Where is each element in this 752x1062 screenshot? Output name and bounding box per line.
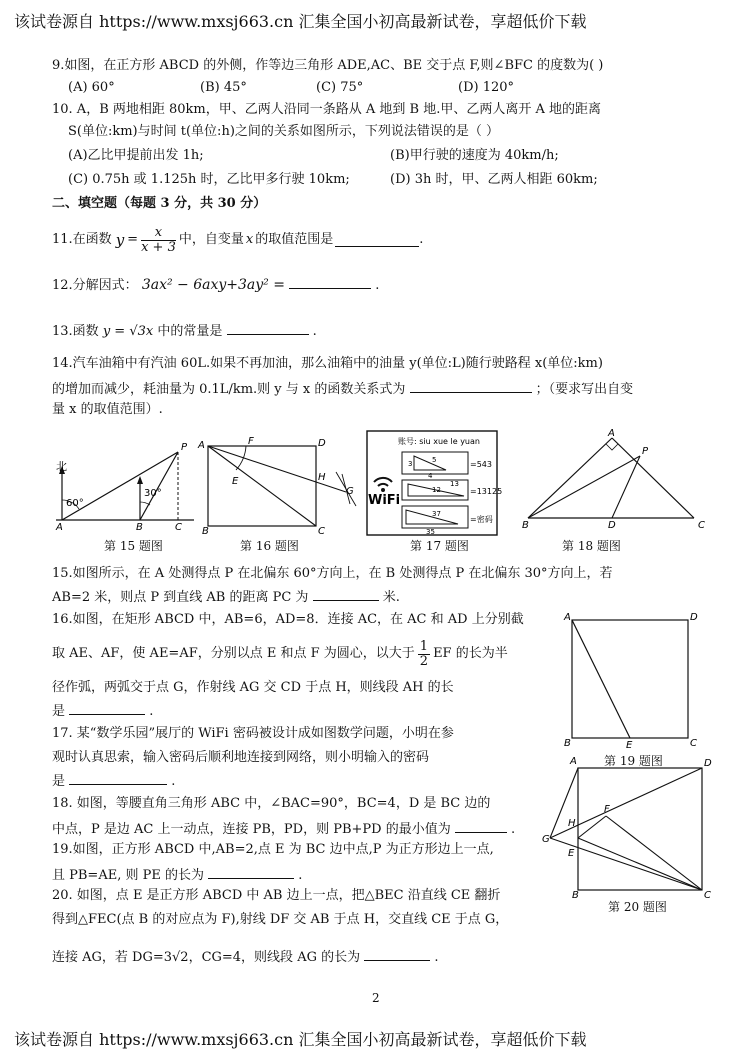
fig18-caption: 第 18 题图	[562, 539, 621, 553]
q16-line2b: EF 的长为半	[433, 646, 508, 661]
fig17-num-13: 13	[450, 480, 459, 488]
q11-y: y	[115, 231, 125, 249]
q16-fraction	[418, 640, 430, 669]
fig19-label-d: D	[690, 612, 698, 623]
q16-line2a: 取 AE、AF，使 AE=AF，分别以点 E 和点 F 为圆心，以大于	[52, 646, 415, 661]
fig16-label-e: E	[232, 476, 239, 487]
q15-line1: 15.如图所示，在 A 处测得点 P 在北偏东 60°方向上，在 B 处测得点 P 在北偏东 30°方向上，若	[52, 566, 613, 581]
fig18-label-b: B	[522, 520, 529, 531]
figure-15	[52, 430, 202, 533]
footer-banner: 该试卷源自 https://www.mxsj663.cn 汇集全国小初高最新试卷，享超低价下载	[14, 1030, 587, 1049]
q14-answer-blank[interactable]	[410, 380, 532, 393]
q19-line1: 19.如图，正方形 ABCD 中,AB=2,点 E 为 BC 边中点,P 为正方形边上一点,	[52, 842, 494, 857]
q16-line4	[52, 702, 153, 720]
q9-stem: 9.如图，在正方形 ABCD 的外侧，作等边三角形 ADE,AC、BE 交于点 F,则∠BFC 的度数为( )	[52, 58, 604, 73]
fig20-label-e: E	[568, 848, 575, 859]
q19-line2	[52, 866, 302, 884]
fig16-label-c: C	[318, 526, 325, 537]
q11-suffix2: 的取值范围是	[255, 232, 334, 247]
q16-frac-den: 2	[419, 653, 429, 669]
q11-var: x	[245, 232, 254, 247]
fig17-num-4: 4	[428, 472, 433, 480]
q18-line2	[52, 820, 515, 838]
q16-line1: 16.如图，在矩形 ABCD 中，AB=6，AD=8．连接 AC，在 AC 和 AD 上分别截	[52, 612, 524, 627]
q11-answer-blank[interactable]	[335, 234, 419, 247]
q11	[52, 222, 423, 258]
fig17-account: 账号: siu xue le yuan	[398, 437, 480, 446]
q16-answer-blank[interactable]	[69, 702, 145, 715]
figure-16	[196, 436, 366, 536]
fig19-label-b: B	[564, 738, 571, 749]
q16-line3: 径作弧，两弧交于点 G，作射线 AG 交 CD 于点 H，则线段 AH 的长	[52, 680, 454, 695]
fig19-label-e: E	[626, 740, 633, 751]
fig17-num-37: 37	[432, 510, 441, 518]
fig15-label-b: B	[136, 522, 143, 533]
q10-option-c: (C) 0.75h 或 1.125h 时，乙比甲多行驶 10km;	[68, 172, 350, 187]
fig17-row2: =13125	[470, 487, 503, 496]
fig18-label-p: P	[642, 446, 649, 457]
q18-line1: 18. 如图，等腰直角三角形 ABC 中，∠BAC=90°，BC=4，D 是 BC 边的	[52, 796, 491, 811]
fig17-num-12: 12	[432, 486, 441, 494]
fig16-label-a: A	[198, 440, 205, 451]
q17-answer-blank[interactable]	[69, 772, 167, 785]
fig16-label-d: D	[318, 438, 326, 449]
q10-line2: S(单位:km)与时间 t(单位:h)之间的关系如图所示，下列说法错误的是（ ）	[68, 124, 500, 139]
fig20-label-b: B	[572, 890, 579, 901]
q14-line3: 量 x 的取值范围）.	[52, 402, 163, 417]
fig19-caption: 第 19 题图	[604, 754, 663, 768]
fig17-num-35: 35	[426, 528, 435, 536]
fig19-label-c: C	[690, 738, 697, 749]
fig18-label-a: A	[608, 428, 615, 439]
q17-line3	[52, 772, 175, 790]
fig15-caption: 第 15 题图	[104, 539, 163, 553]
q16-line2	[52, 636, 508, 672]
fig20-caption: 第 20 题图	[608, 900, 667, 914]
page-number: 2	[372, 991, 380, 1005]
fig16-label-b: B	[202, 526, 209, 537]
fig20-label-g: G	[542, 834, 550, 845]
q13-suffix: 中的常量是	[157, 324, 223, 339]
fig16-label-g: G	[346, 486, 354, 497]
q20-line1: 20. 如图，点 E 是正方形 ABCD 中 AB 边上一点，把△BEC 沿直线 CE 翻折	[52, 888, 501, 903]
q10-option-b: (B)甲行驶的速度为 40km/h;	[390, 148, 559, 163]
q11-denominator: x + 3	[141, 239, 176, 255]
fig16-caption: 第 16 题图	[240, 539, 299, 553]
fig18-label-d: D	[608, 520, 616, 531]
q19-line2a: 且 PB=AE, 则 PE 的长为	[52, 868, 204, 883]
fig17-wifi: WiFi	[368, 493, 401, 508]
q16-line4b: .	[149, 704, 154, 719]
fig15-label-c: C	[175, 522, 182, 533]
fig17-num-5: 5	[432, 456, 437, 464]
fig15-north: 北	[56, 460, 67, 473]
figure-17	[366, 430, 503, 536]
fig19-label-a: A	[564, 612, 571, 623]
q11-suffix1: 中，自变量	[178, 232, 244, 247]
q13	[52, 322, 317, 340]
q20-line3a: 连接 AG，若 DG=3√2，CG=4，则线段 AG 的长为	[52, 950, 361, 965]
q15-line2	[52, 588, 400, 606]
q9-option-b: (B) 45°	[200, 80, 247, 95]
fig16-label-f: F	[248, 436, 254, 447]
q14-line1: 14.汽车油箱中有汽油 60L.如果不再加油，那么油箱中的油量 y(单位:L)随行驶路程 x(单位:km)	[52, 356, 603, 371]
fig20-label-d: D	[704, 758, 712, 769]
q14-line2b: ；（要求写出自变	[535, 382, 634, 397]
q9-option-a: (A) 60°	[68, 80, 115, 95]
header-banner: 该试卷源自 https://www.mxsj663.cn 汇集全国小初高最新试卷，享超低价下载	[14, 12, 587, 31]
fig15-label-p: P	[181, 442, 188, 453]
fig17-row3: =密码	[470, 515, 493, 524]
q13-prefix: 13.函数	[52, 324, 99, 339]
q16-line4a: 是	[52, 704, 66, 719]
q11-end: .	[419, 232, 424, 247]
q16-frac-num: 1	[419, 638, 429, 654]
q11-fraction	[141, 226, 176, 255]
q17-line3b: .	[171, 774, 176, 789]
q20-line3	[52, 948, 439, 966]
q9-option-d: (D) 120°	[458, 80, 515, 95]
q14-line2	[52, 380, 633, 398]
q19-answer-blank[interactable]	[208, 866, 294, 879]
q19-line2b: .	[298, 868, 303, 883]
q18-answer-blank[interactable]	[455, 820, 507, 833]
fig20-label-a: A	[570, 756, 577, 767]
figure-20	[542, 756, 722, 901]
fig20-label-c: C	[704, 890, 711, 901]
q20-line2: 得到△FEC(点 B 的对应点为 F),射线 DF 交 AB 于点 H，交直线 CE 于点 G，	[52, 912, 509, 927]
q10-option-a: (A)乙比甲提前出发 1h;	[68, 148, 204, 163]
q13-expression: y = √3x	[102, 324, 154, 339]
q20-answer-blank[interactable]	[364, 948, 430, 961]
q11-prefix: 11.在函数	[52, 232, 112, 247]
q13-end: .	[312, 324, 317, 339]
q12	[52, 276, 379, 294]
fig17-row1: =543	[470, 460, 492, 469]
figure-18	[522, 428, 712, 531]
fig17-caption: 第 17 题图	[410, 539, 469, 553]
q17-line3a: 是	[52, 774, 66, 789]
q18-line2a: 中点，P 是边 AC 上一动点，连接 PB，PD，则 PB+PD 的最小值为	[52, 822, 451, 837]
q10-line1: 10. A，B 两地相距 80km，甲、乙两人沿同一条路从 A 地到 B 地.甲、乙两人离开 A 地的距离	[52, 102, 602, 117]
q12-expression: 3ax² − 6axy+3ay² =	[141, 277, 285, 293]
q15-line2a: AB=2 米，则点 P 到直线 AB 的距离 PC 为	[52, 590, 309, 605]
q18-line2b: .	[511, 822, 516, 837]
q9-option-c: (C) 75°	[316, 80, 364, 95]
fig15-angle-b: 30°	[144, 488, 162, 499]
fig20-label-f: F	[604, 804, 610, 815]
q14-line2a: 的增加而减少，耗油量为 0.1L/km.则 y 与 x 的函数关系式为	[52, 382, 406, 397]
q11-eq: =	[127, 232, 139, 247]
q11-numerator: x	[141, 226, 176, 241]
fig15-label-a: A	[56, 522, 63, 533]
q17-line1: 17. 某“数学乐园”展厅的 WiFi 密码被设计成如图数学问题，小明在参	[52, 726, 454, 741]
fig18-label-c: C	[698, 520, 705, 531]
q17-line2: 观时认真思索，输入密码后顺利地连接到网络，则小明输入的密码	[52, 750, 430, 765]
q13-answer-blank[interactable]	[227, 322, 309, 335]
q12-end: .	[375, 278, 380, 293]
fig16-label-h: H	[318, 472, 326, 483]
figure-19	[562, 612, 702, 752]
q15-answer-blank[interactable]	[313, 588, 379, 601]
q20-line3b: .	[434, 950, 439, 965]
q12-answer-blank[interactable]	[289, 276, 371, 289]
fig15-angle-a: 60°	[66, 498, 84, 509]
fig17-num-3: 3	[408, 460, 413, 468]
section-2-title: 二、填空题（每题 3 分，共 30 分）	[52, 196, 267, 211]
q15-line2b: 米.	[382, 590, 400, 605]
q12-prefix: 12.分解因式：	[52, 278, 138, 293]
fig20-label-h: H	[568, 818, 576, 829]
q10-option-d: (D) 3h 时，甲、乙两人相距 60km;	[390, 172, 598, 187]
